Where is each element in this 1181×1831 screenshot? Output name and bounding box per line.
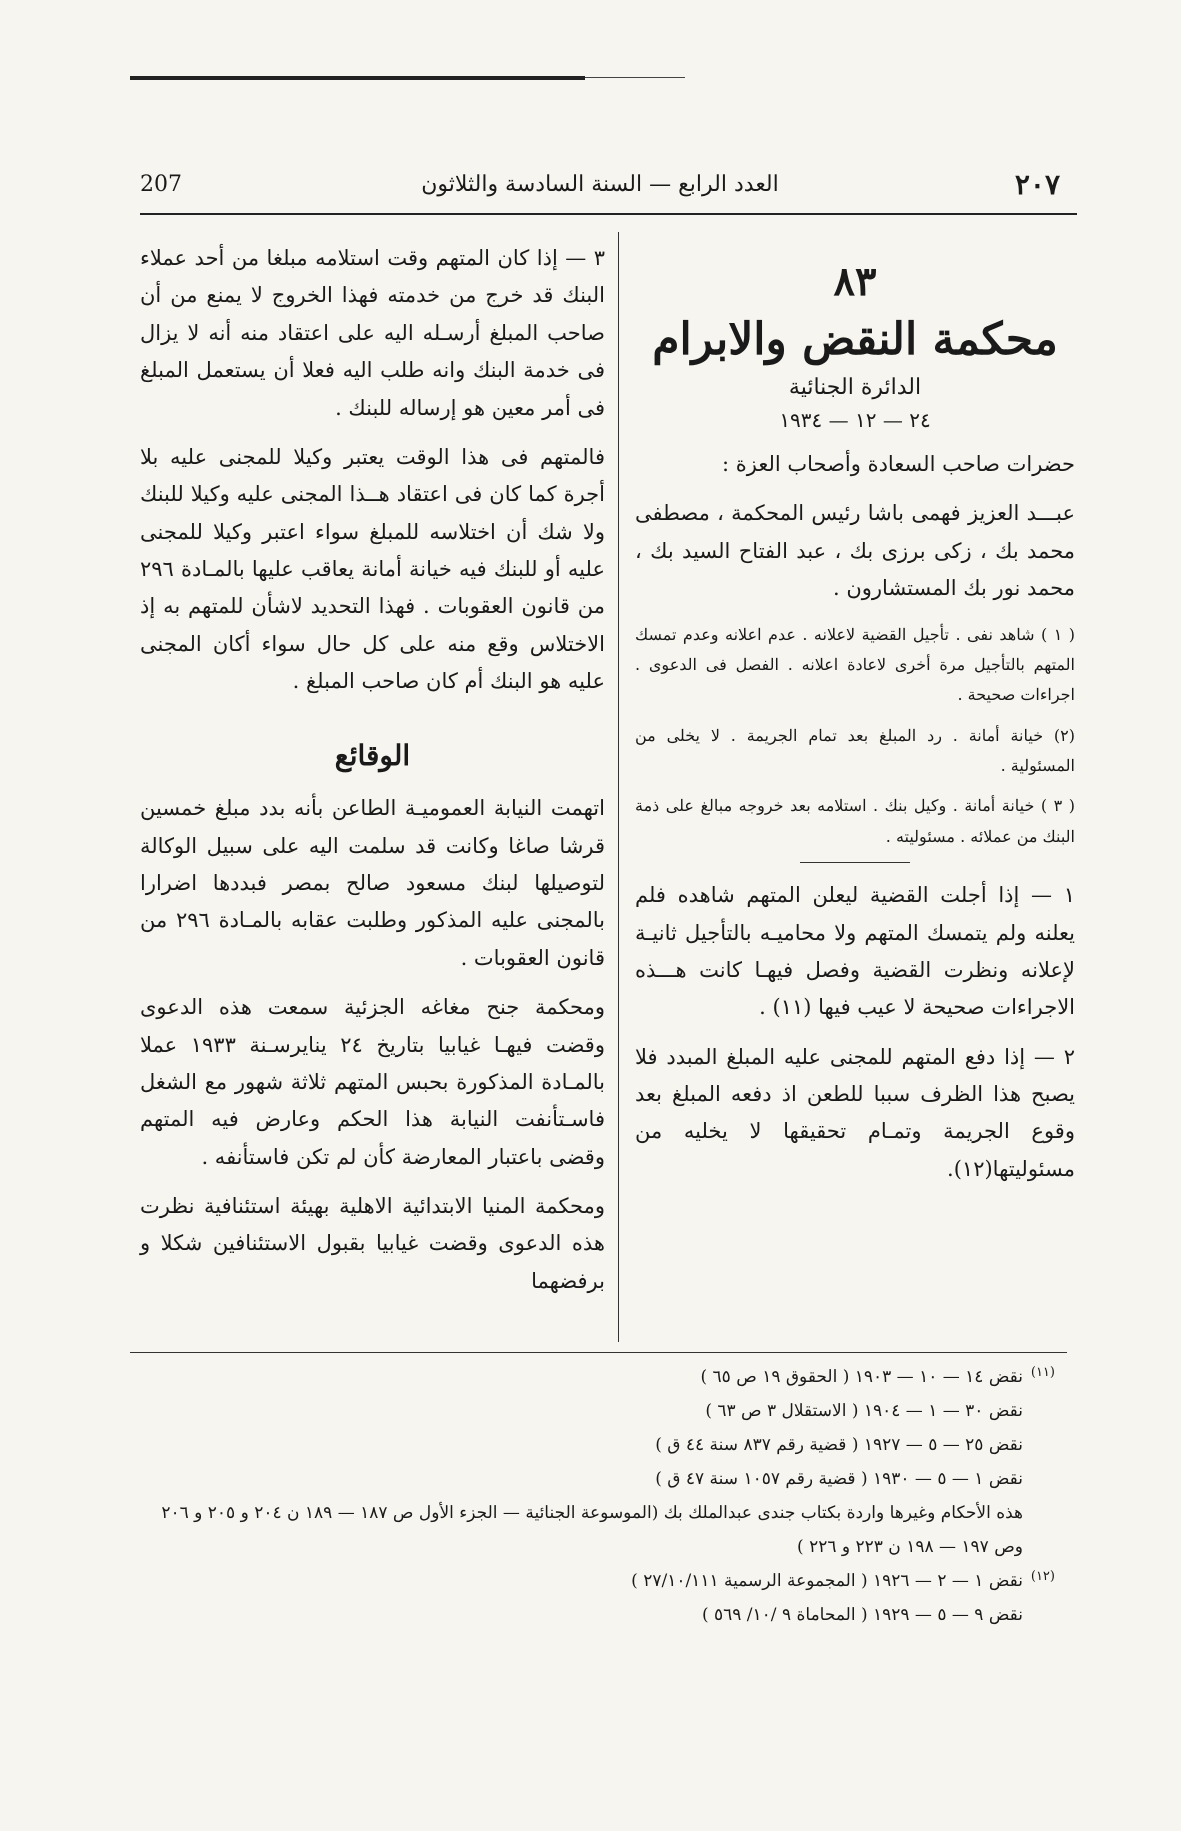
footnote-text: نقض ١٤ — ١٠ — ١٩٠٣ ( الحقوق ١٩ ص ٦٥ ) [700, 1367, 1023, 1387]
footnote-line [140, 1598, 1055, 1632]
page-number-latin: 207 [140, 172, 182, 197]
page-number-arabic: ٢٠٧ [1014, 168, 1060, 201]
case-number: ٨٣ [833, 258, 877, 305]
facts-heading: الوقائع [334, 738, 411, 772]
left-column [140, 240, 605, 1312]
footnote-text: نقض ١ — ٢ — ١٩٢٦ ( المجموعة الرسمية ٢٧/١٠/١١١ ) [631, 1571, 1023, 1591]
footnote-marker-12: (١٢) [1030, 1569, 1055, 1584]
footnote-text: نقض ٣٠ — ١ — ١٩٠٤ ( الاستقلال ٣ ص ٦٣ ) [705, 1401, 1023, 1421]
circuit-name: الدائرة الجنائية [788, 375, 922, 400]
footnote-line [140, 1462, 1055, 1496]
reasoning-paragraph: فالمتهم فى هذا الوقت يعتبر وكيلا للمجنى عليه بلا أجرة كما كان فى اعتقاد هــذا المجنى عليه وكيلا للبنك ولا شك أن اختلاسه للمبلغ سواء اعتبر وكيلا للمجنى عليه أو للبنك فيه خيانة أمانة يعاقب عليها بالمـادة ٢٩٦ من قانون العقوبات . فهذا التحديد لاشأن للمتهم به إذ الاختلاس وقع منه على كل حال سواء أكان المجنى عليه هو البنك أم كان صاحب المبلغ . [140, 444, 605, 694]
session-date: ٢٤ — ١٢ — ١٩٣٤ [779, 408, 931, 432]
attendees-intro: حضرات صاحب السعادة وأصحاب العزة : [721, 452, 1075, 476]
running-header [140, 168, 1060, 208]
footnote-text: وص ١٩٧ — ١٩٨ ن ٢٢٣ و ٢٢٦ ) [797, 1537, 1023, 1557]
principle-3: ٣ — إذا كان المتهم وقت استلامه مبلغا من أحد عملاء البنك قد خرج من خدمته فهذا الخروج لا يمنع من أن صاحب المبلغ أرسـله اليه على اعتقاد منه أنه لا يزال فى خدمة البنك وانه طلب اليه فعلا أن يستعمل المبلغ فى أمر معين هو إرساله للبنك . [140, 246, 605, 420]
footnote-line [140, 1564, 1055, 1598]
attendees-list: عبـــد العزيز فهمى باشا رئيس المحكمة ، مصطفى محمد بك ، زكى برزى بك ، عبد الفتاح السيد بك ، محمد نور بك المستشارون . [635, 501, 1075, 601]
facts-paragraph-1: اتهمت النيابة العموميـة الطاعن بأنه بدد مبلغ خمسين قرشا صاغا وكانت قد سلمت اليه على سبيل الوكالة لتوصيلها لبنك مسعود صالح بمصر فبددها اضرارا بالمجنى عليه المذكور وطلبت عقابه بالمـادة ٢٩٦ من قانون العقوبات . [140, 796, 605, 970]
principle-2: ٢ — إذا دفع المتهم للمجنى عليه المبلغ المبدد فلا يصبح هذا الظرف سببا للطعن اذ دفعه المبلغ بعد وقوع الجريمة وتمـام تحقيقها لا يخليه من مسئوليتها(١٢). [635, 1044, 1075, 1181]
summary-item-1: ( ١ ) شاهد نفى . تأجيل القضية لاعلانه . عدم اعلانه وعدم تمسك المتهم بالتأجيل مرة أخرى لاعادة اعلانه . الفصل فى الدعوى . اجراءات صحيحة . [635, 624, 1076, 705]
principle-1: ١ — إذا أجلت القضية ليعلن المتهم شاهده فلم يعلنه ولم يتمسك المتهم ولا محاميـه بالتأجيل ثانيـة لإعلانه ونظرت القضية وفصل فيهـا كانت هـــذه الاجراءات صحيحة لا عيب فيها (١١) . [635, 883, 1075, 1020]
footnote-rule [130, 1352, 1067, 1353]
footnote-line [140, 1496, 1055, 1530]
footnotes [140, 1360, 1055, 1632]
footnote-text: هذه الأحكام وغيرها واردة بكتاب جندى عبدالملك بك (الموسوعة الجنائية — الجزء الأول ص ١٨٧ — ١٨٩ ن ٢٠٤ و ٢٠٥ و ٢٠٦ [161, 1503, 1023, 1523]
top-rule-thin [585, 77, 685, 78]
footnote-line [140, 1394, 1055, 1428]
footnote-text: نقض ١ — ٥ — ١٩٣٠ ( قضية رقم ١٠٥٧ سنة ٤٧ ق ) [655, 1469, 1023, 1489]
facts-paragraph-3: ومحكمة المنيا الابتدائية الاهلية بهيئة استئنافية نظرت هذه الدعوى وقضت غيابيا بقبول الاستئنافين شكلا و برفضهما [140, 1194, 605, 1293]
summary-rule [800, 862, 910, 863]
issue-title: العدد الرابع — السنة السادسة والثلاثون [421, 172, 779, 197]
footnote-text: نقض ٩ — ٥ — ١٩٢٩ ( المحاماة ٩ /١٠/ ٥٦٩ ) [701, 1605, 1023, 1625]
column-divider [618, 232, 619, 1342]
footnote-marker-11: (١١) [1030, 1365, 1055, 1380]
footnote-text: نقض ٢٥ — ٥ — ١٩٢٧ ( قضية رقم ٨٣٧ سنة ٤٤ ق ) [655, 1435, 1023, 1455]
header-rule [140, 213, 1077, 215]
right-column [635, 240, 1075, 1200]
footnote-line [140, 1428, 1055, 1462]
footnote-line [140, 1530, 1055, 1564]
court-name: محكمة النقض والابرام [652, 314, 1058, 365]
top-rule [130, 76, 585, 80]
summary-item-3: ( ٣ ) خيانة أمانة . وكيل بنك . استلامه بعد خروجه مبالغ على ذمة البنك من عملائه . مسئوليته . [635, 796, 1076, 846]
facts-paragraph-2: ومحكمة جنح مغاغه الجزئية سمعت هذه الدعوى وقضت فيهـا غيابيا بتاريخ ٢٤ ينايرسـنة ١٩٣٣ عملا بالمـادة المذكورة بحبس المتهم ثلاثة شهور مع الشغل فاسـتأنفت النيابة هذا الحكم وعارض فيه المتهم وقضى باعتبار المعارضة كأن لم تكن فاستأنفه . [140, 995, 605, 1169]
summary-item-2: (٢) خيانة أمانة . رد المبلغ بعد تمام الجريمة . لا يخلى من المسئولية . [635, 725, 1075, 776]
footnote-line [140, 1360, 1055, 1394]
